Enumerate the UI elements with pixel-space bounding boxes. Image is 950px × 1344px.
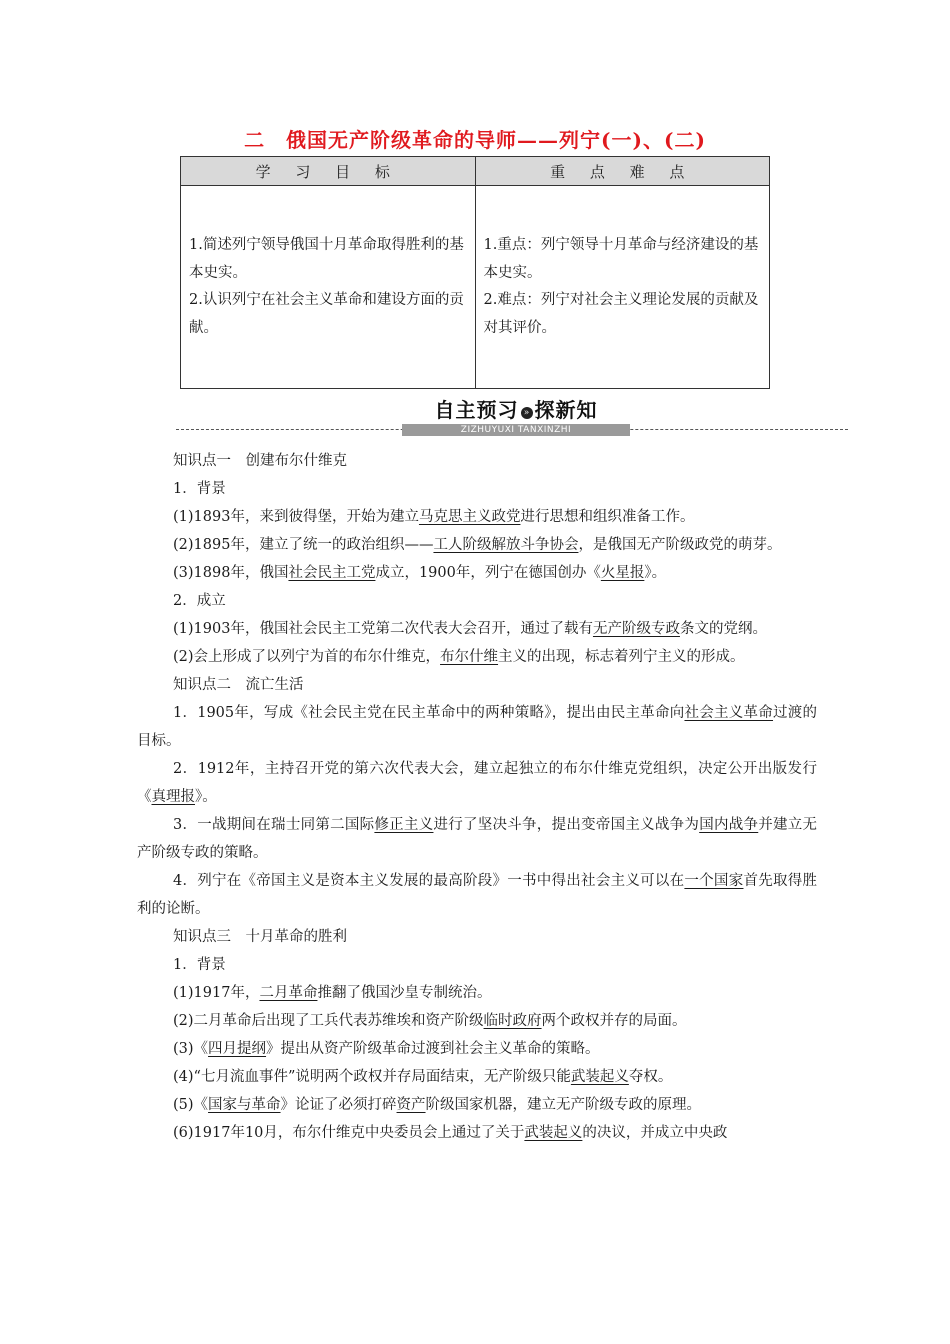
key-term: 四月提纲: [208, 1041, 267, 1057]
paragraph: 4．列宁在《帝国主义是资本主义发展的最高阶段》一书中得出社会主义可以在一个国家首先取得胜利的论断。: [137, 873, 818, 917]
section-heading: 知识点一 创建布尔什维克: [173, 453, 347, 469]
key-term: 临时政府: [483, 1013, 542, 1029]
paragraph: (2)会上形成了以列宁为首的布尔什维克，布尔什维主义的出现，标志着列宁主义的形成。: [173, 649, 745, 665]
paragraph: 1．1905年，写成《社会民主党在民主革命中的两种策略》，提出由民主革命向社会主义革命过渡的目标。: [137, 705, 818, 749]
paragraph: 2．1912年，主持召开党的第六次代表大会，建立起独立的布尔什维克党组织，决定公开出版发行《真理报》。: [137, 761, 817, 805]
key-term: 社会民主工党: [288, 565, 376, 581]
key-term: 工人阶级解放斗争协会: [433, 537, 579, 553]
goals-key-points-cell: [475, 186, 770, 389]
page-title: 二 俄国无产阶级革命的导师——列宁(一)、(二): [244, 128, 706, 152]
paragraph: (6)1917年10月，布尔什维克中央委员会上通过了关于武装起义的决议，并成立中央政: [173, 1125, 728, 1141]
goals-table: [180, 156, 770, 389]
sub-heading: 2．成立: [173, 593, 226, 609]
goal-item: 1.简述列宁领导俄国十月革命取得胜利的基本史实。: [189, 237, 464, 281]
section-heading: 知识点三 十月革命的胜利: [173, 929, 347, 945]
goals-learning-cell: [181, 186, 476, 389]
key-term: 国内战争: [699, 817, 759, 833]
key-term: 布尔什维: [440, 649, 499, 665]
paragraph: (2)二月革命后出现了工兵代表苏维埃和资产阶级临时政府两个政权并存的局面。: [173, 1013, 687, 1029]
paragraph: (1)1917年，二月革命推翻了俄国沙皇专制统治。: [173, 985, 492, 1001]
paragraph: 3．一战期间在瑞士同第二国际修正主义进行了坚决斗争，提出变帝国主义战争为国内战争并建立无产阶级专政的策略。: [137, 817, 818, 861]
double-arrow-icon: »: [521, 407, 533, 419]
goals-header-key-points: 重 点 难 点: [475, 157, 770, 186]
key-term: 二月革命: [259, 985, 318, 1001]
goal-item: 2.认识列宁在社会主义革命和建设方面的贡献。: [189, 292, 464, 336]
sub-heading: 1．背景: [173, 957, 226, 973]
banner-title-part1: 自主预习: [434, 398, 519, 422]
paragraph: (1)1893年，来到彼得堡，开始为建立马克思主义政党进行思想和组织准备工作。: [173, 509, 695, 525]
paragraph: (2)1895年，建立了统一的政治组织——工人阶级解放斗争协会，是俄国无产阶级政党的萌芽。: [173, 537, 782, 553]
key-term: 社会主义革命: [684, 705, 774, 721]
key-term: 无产阶级专政: [592, 621, 680, 637]
paragraph: (1)1903年，俄国社会民主工党第二次代表大会召开，通过了载有无产阶级专政条文的党纲。: [173, 621, 767, 637]
key-term: 武装起义: [524, 1125, 583, 1141]
content: [137, 447, 817, 1147]
goals-header-learning: 学 习 目 标: [181, 157, 476, 186]
key-term: 马克思主义政党: [418, 509, 521, 525]
sub-heading: 1．背景: [173, 481, 226, 497]
key-term: 火星报: [600, 565, 645, 581]
key-term: 武装起义: [570, 1069, 629, 1085]
section-heading: 知识点二 流亡生活: [173, 677, 304, 693]
banner-box: [402, 398, 630, 436]
key-point-item: 2.难点：列宁对社会主义理论发展的贡献及对其评价。: [483, 292, 759, 336]
banner-pinyin: ZIZHUYUXI TANXINZHI: [402, 424, 630, 436]
paragraph: (3)1898年，俄国社会民主工党成立，1900年，列宁在德国创办《火星报》。: [173, 565, 667, 581]
paragraph: (4)“七月流血事件”说明两个政权并存局面结束，无产阶级只能武装起义夺权。: [173, 1069, 673, 1085]
key-term: 资产: [396, 1097, 426, 1113]
key-term: 修正主义: [374, 817, 434, 833]
paragraph: (5)《国家与革命》论证了必须打碎资产阶级国家机器，建立无产阶级专政的原理。: [173, 1097, 702, 1113]
key-term: 一个国家: [684, 873, 744, 889]
paragraph: (3)《四月提纲》提出从资产阶级革命过渡到社会主义革命的策略。: [173, 1041, 600, 1057]
key-term: 真理报: [151, 789, 195, 805]
key-term: 国家与革命: [208, 1097, 281, 1113]
section-banner: [176, 396, 848, 438]
key-point-item: 1.重点：列宁领导十月革命与经济建设的基本史实。: [483, 237, 759, 281]
banner-title-part2: 探新知: [534, 398, 598, 422]
